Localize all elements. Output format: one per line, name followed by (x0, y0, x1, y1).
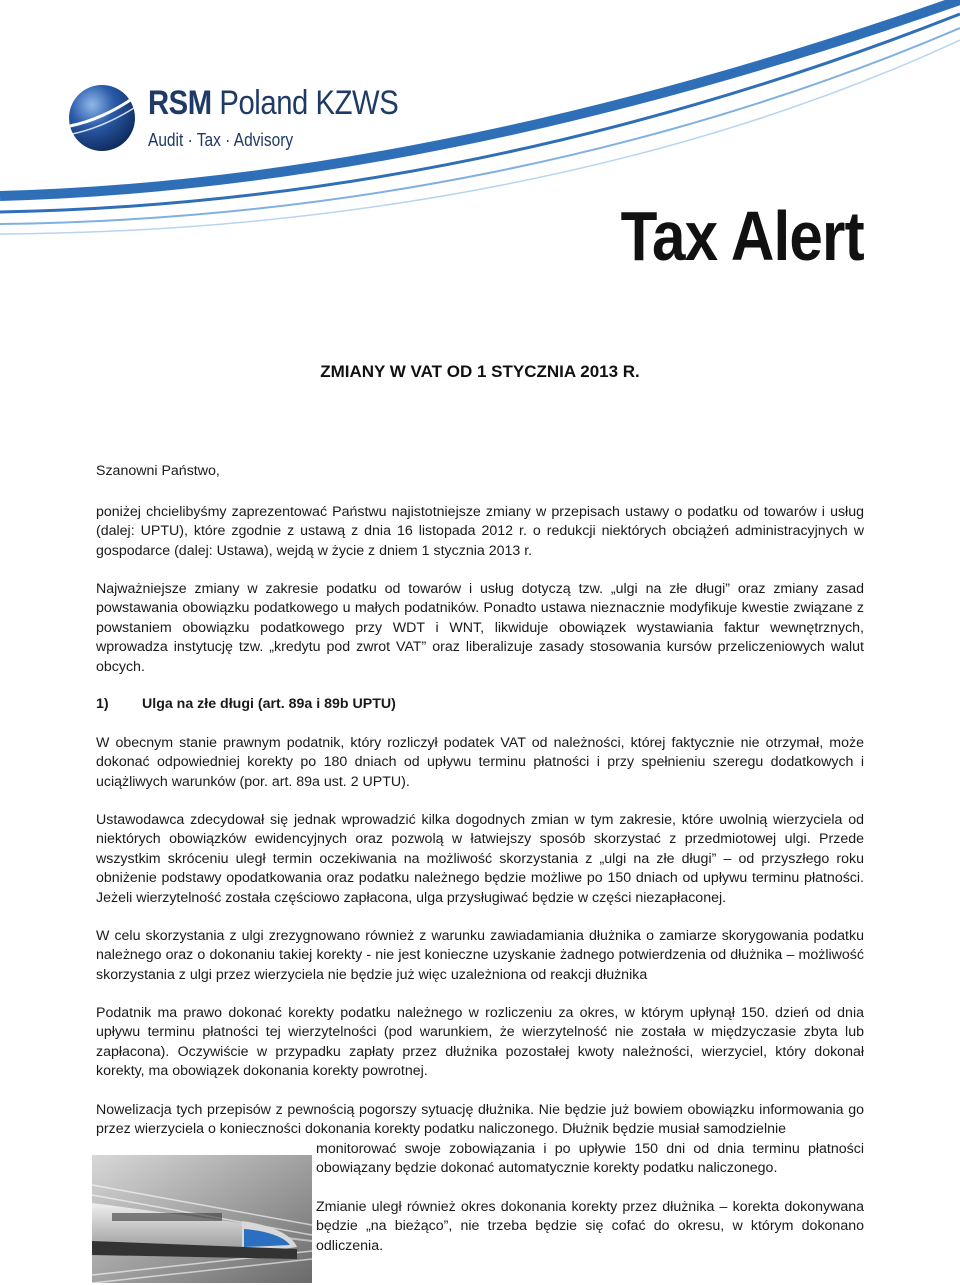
salutation: Szanowni Państwo, (96, 463, 220, 479)
debtor-paragraph-continued: monitorować swoje zobowiązania i po upływie 150 dni od dnia terminu płatności obowiązany będzie dokonać automatycznie korekty podatku naliczonego. (316, 1141, 864, 1177)
brand-name: RSM Poland KZWS (148, 84, 399, 122)
last-paragraph: Zmianie uległ również okres dokonania korekty przez dłużnika – korekta dokonywana będzie „na bieżąco”, nie trzeba będzie się cofać do okresu, w którym dokonano odliczenia. (316, 1199, 864, 1254)
summary-paragraph: Najważniejsze zmiany w zakresie podatku od towarów i usług dotyczą tzw. „ulgi na złe długi” oraz zmiany zasad powstawania obowiązku podatkowego u małych podatników. Ponadto ustawa nieznacznie modyfikuje kwestie związane z powstaniem obowiązku podatkowego przy WDT i WNT, likwiduje obowiązek wystawiania faktur wewnętrznych, wprowadza instytucję tzw. „kredytu pod zwrot VAT” oraz liberalizuje zasady stosowania kursów przeliczeniowych walut obcych. (96, 581, 864, 675)
debtor-paragraph: Nowelizacja tych przepisów z pewnością pogorszy sytuację dłużnika. Nie będzie już bowiem obowiązku informowania go przez wierzyciela o konieczności dokonania korekty podatku naliczonego. Dłużnik będzie musiał samodzielnie (96, 1102, 864, 1138)
paragraph-4: Podatnik ma prawo dokonać korekty podatku należnego w rozliczeniu za okres, w którym upłynął 150. dzień od dnia upływu terminu płatności tej wierzytelności (pod warunkiem, że wierzytelność nie została w międzyczasie zbyta lub zapłacona). Oczywiście w przypadku zapłaty przez dłużnika pozostałej kwoty należności, wierzyciel, który dokonał korekty, ma obowiązek dokonania korekty powrotnej. (96, 1005, 864, 1080)
tax-alert-title: Tax Alert (620, 197, 864, 275)
paragraph-3: W celu skorzystania z ulgi zrezygnowano również z warunku zawiadamiania dłużnika o zamiarze skorygowania podatku należnego oraz o dokonaniu takiej korekty - nie jest konieczne uzyskanie żadnego potwierdzenia od dłużnika – możliwość skorzystania z ulgi przez wierzyciela nie będzie już więc uzależniona od reakcji dłużnika (96, 928, 864, 983)
intro-paragraph: poniżej chcielibyśmy zaprezentować Państwu najistotniejsze zmiany w przepisach ustawy o podatku od towarów i usług (dalej: UPTU), które zgodnie z ustawą z dnia 16 listopada 2012 r. o redukcji niektórych obciążeń administracyjnych w gospodarce (dalej: Ustawa), wejdą w życie z dniem 1 stycznia 2013 r. (96, 504, 864, 559)
paragraph-2: Ustawodawca zdecydował się jednak wprowadzić kilka dogodnych zmian w tym zakresie, które uwolnią wierzyciela od niektórych obowiązków ewidencyjnych oraz pozwolą w łatwiejszy sposób skorzystać z przedmiotowej ulgi. Przede wszystkim skróceniu uległ termin oczekiwania na możliwość skorzystania z „ulgi na złe długi” – od przyszłego roku obniżenie podstawy opodatkowania oraz podatku należnego będzie możliwe po 150 dniach od upływu terminu płatności. Jeżeli wierzytelność została częściowo zapłacona, ulga przysługiwać będzie w części niezapłaconej. (96, 812, 864, 906)
brand-tagline: Audit · Tax · Advisory (148, 130, 294, 150)
company-logo (66, 82, 399, 162)
rsm-globe-icon (66, 82, 138, 154)
section-heading: 1) Ulga na złe długi (art. 89a i 89b UPTU) (96, 696, 396, 712)
document-title: ZMIANY W VAT OD 1 STYCZNIA 2013 R. (320, 362, 640, 381)
train-photo (92, 1155, 312, 1283)
paragraph-1: W obecnym stanie prawnym podatnik, który rozliczył podatek VAT od należności, której faktycznie nie otrzymał, może dokonać odpowiedniej korekty po 180 dniach od upływu terminu płatności i przy spełnieniu szeregu dodatkowych i uciążliwych warunków (por. art. 89a ust. 2 UPTU). (96, 735, 864, 790)
